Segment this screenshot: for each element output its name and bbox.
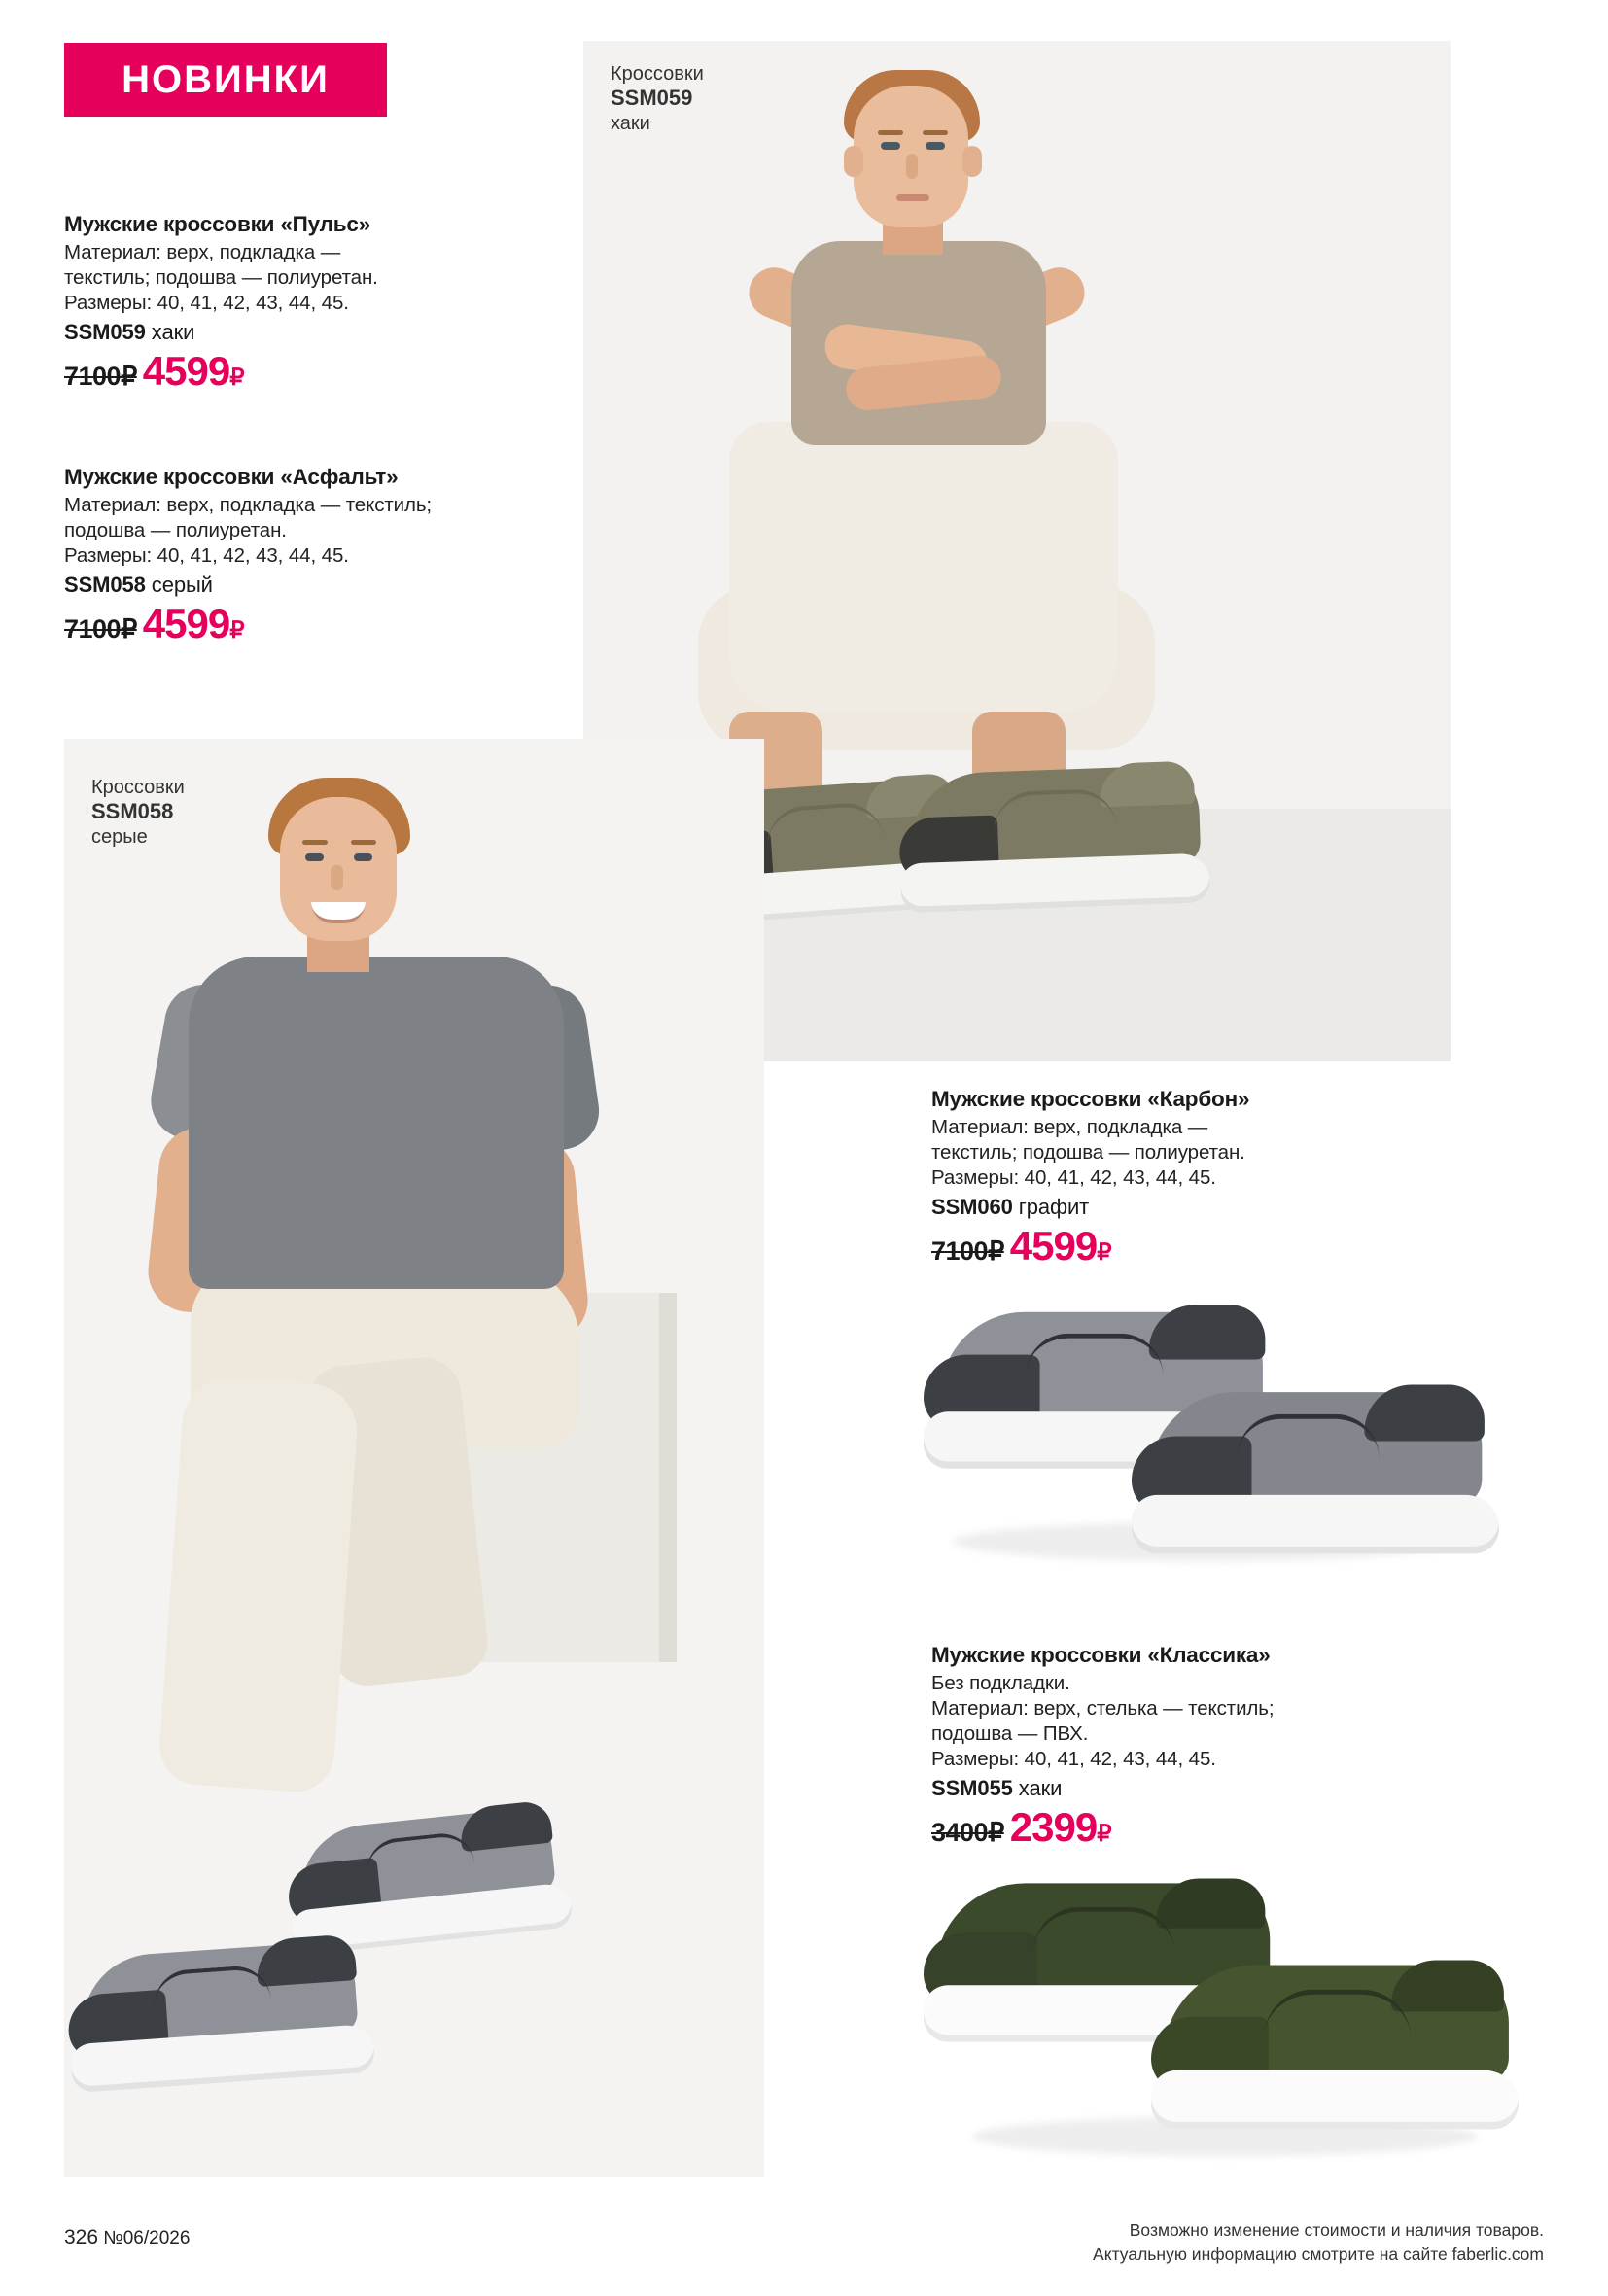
product-desc-line: подошва — полиуретан.	[64, 519, 287, 542]
product-desc-line: Размеры: 40, 41, 42, 43, 44, 45.	[931, 1166, 1216, 1190]
disclaimer-line-1: Возможно изменение стоимости и наличия товаров.	[1129, 2220, 1544, 2240]
product-info-karbon	[931, 1087, 1437, 1270]
model-eye-left	[305, 853, 324, 861]
product-code: SSM058	[64, 573, 146, 598]
product-info-puls	[64, 212, 570, 395]
footer-disclaimer	[1093, 2218, 1544, 2268]
disclaimer-line-2: Актуальную информацию смотрите на сайте faberlic.com	[1093, 2244, 1544, 2265]
price-row	[931, 1804, 1437, 1851]
novinki-badge	[64, 43, 387, 117]
product-desc-line: Без подкладки.	[931, 1672, 1070, 1694]
product-code-row	[931, 1776, 1437, 1801]
model-eye-right	[926, 142, 945, 150]
product-color: хаки	[151, 320, 195, 345]
product-desc-line: Размеры: 40, 41, 42, 43, 44, 45.	[931, 1748, 1216, 1771]
product-info-klassika	[931, 1643, 1437, 1851]
model-mouth	[896, 194, 929, 201]
model-pants	[729, 422, 1118, 713]
model-nose	[331, 865, 343, 890]
photo-caption-ssm059	[611, 62, 704, 136]
old-price: 7100₽	[64, 362, 137, 392]
model-tshirt	[189, 957, 564, 1289]
product-color: хаки	[1018, 1776, 1063, 1801]
product-code: SSM060	[931, 1195, 1013, 1220]
product-desc-line: текстиль; подошва — полиуретан.	[931, 1141, 1245, 1165]
caption-color: серые	[91, 826, 148, 849]
price-row	[931, 1223, 1437, 1270]
worn-sneaker-front-grey	[64, 1931, 376, 2103]
product-desc-line: Материал: верх, подкладка —	[64, 241, 341, 263]
model-eyebrow-right	[351, 840, 376, 845]
caption-code: SSM058	[91, 799, 174, 824]
product-desc-line: Материал: верх, подкладка — текстиль;	[64, 494, 433, 516]
product-title: Мужские кроссовки «Асфальт»	[64, 465, 399, 489]
product-desc-line: Материал: верх, подкладка —	[931, 1116, 1208, 1138]
product-desc-line: Размеры: 40, 41, 42, 43, 44, 45.	[64, 544, 349, 568]
product-image-ssm055	[914, 1857, 1575, 2207]
product-code-row	[931, 1195, 1437, 1220]
model-eyebrow-left	[302, 840, 328, 845]
model-ear-right	[962, 146, 982, 177]
product-code-row	[64, 573, 609, 598]
issue-number: №06/2026	[103, 2228, 191, 2248]
product-title: Мужские кроссовки «Классика»	[931, 1643, 1271, 1667]
page-number: 326	[64, 2226, 99, 2248]
model-eyebrow-left	[878, 130, 903, 135]
old-price: 7100₽	[64, 614, 137, 644]
product-code: SSM059	[64, 320, 146, 345]
product-desc-line: текстиль; подошва — полиуретан.	[64, 266, 378, 290]
product-title: Мужские кроссовки «Карбон»	[931, 1087, 1250, 1111]
model-ear-left	[844, 146, 863, 177]
new-price: 4599₽	[142, 601, 244, 647]
old-price: 7100₽	[931, 1236, 1004, 1267]
product-desc-line: подошва — ПВХ.	[931, 1722, 1089, 1746]
product-desc-line: Размеры: 40, 41, 42, 43, 44, 45.	[64, 292, 349, 315]
caption-kind: Кроссовки	[611, 63, 704, 85]
new-price: 4599₽	[142, 348, 244, 395]
product-sneaker-front	[1132, 1382, 1499, 1566]
product-info-asfalt	[64, 465, 609, 647]
model-eye-left	[881, 142, 900, 150]
caption-kind: Кроссовки	[91, 777, 185, 798]
currency-symbol: ₽	[1097, 1239, 1111, 1267]
caption-color: хаки	[611, 113, 650, 135]
product-title: Мужские кроссовки «Пульс»	[64, 212, 371, 236]
product-code-row	[64, 320, 570, 345]
product-desc-line: Материал: верх, стелька — текстиль;	[931, 1697, 1275, 1721]
currency-symbol: ₽	[1097, 1821, 1111, 1848]
model-eyebrow-right	[923, 130, 948, 135]
product-image-ssm060	[914, 1293, 1556, 1614]
new-price: 4599₽	[1009, 1223, 1111, 1270]
old-price: 3400₽	[931, 1818, 1004, 1848]
price-row	[64, 601, 609, 647]
worn-sneaker-right-khaki	[896, 758, 1210, 923]
product-color: графит	[1018, 1195, 1090, 1220]
novinki-badge-label: НОВИНКИ	[122, 57, 330, 101]
currency-symbol: ₽	[229, 365, 244, 392]
footer-page-info	[64, 2226, 190, 2249]
model-nose	[906, 154, 918, 179]
photo-caption-ssm058	[91, 776, 185, 850]
caption-code: SSM059	[611, 86, 693, 111]
model-leg-front	[157, 1374, 361, 1794]
product-code: SSM055	[931, 1776, 1013, 1801]
currency-symbol: ₽	[229, 617, 244, 644]
photo-model-ssm058	[64, 739, 764, 2177]
product-color: серый	[151, 573, 213, 598]
model-eye-right	[354, 853, 372, 861]
new-price: 2399₽	[1009, 1804, 1111, 1851]
price-row	[64, 348, 570, 395]
product-sneaker-front	[1151, 1958, 1519, 2141]
